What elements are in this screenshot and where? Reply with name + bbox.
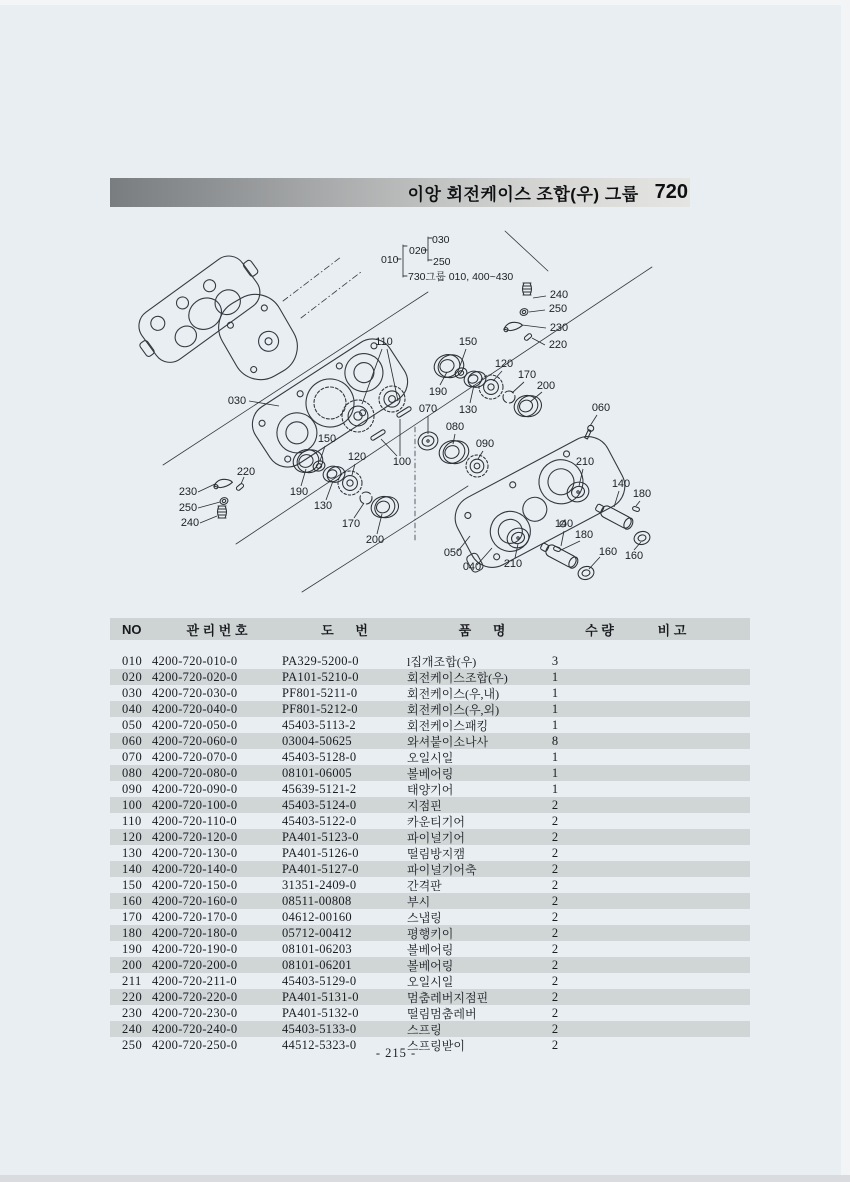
table-row: [110, 685, 750, 701]
cell-mgmt: 4200-720-220-0: [152, 990, 238, 1004]
cell-qty: 2: [551, 958, 559, 972]
table-row: [110, 701, 750, 717]
cell-dwg: 08101-06005: [282, 766, 352, 780]
part-lever: [503, 320, 523, 332]
callout-200: [530, 380, 555, 402]
callout-label: 180: [632, 488, 652, 500]
cell-dwg: PA401-5126-0: [282, 846, 359, 860]
cell-mgmt: 4200-720-040-0: [152, 702, 238, 716]
table-body: [110, 640, 750, 1053]
callout-label: 220: [548, 339, 568, 351]
diagram-annotation-text: 250: [433, 256, 451, 268]
part-pin: [632, 506, 640, 512]
exploded-parts-diagram: [0, 210, 850, 618]
diagram-annotation-text: 030: [432, 234, 450, 246]
cell-qty: 2: [551, 846, 559, 860]
diagram-annotation-text: 020: [409, 245, 427, 257]
cell-qty: 2: [551, 862, 559, 876]
cell-dwg: 45403-5122-0: [282, 814, 357, 828]
cell-mgmt: 4200-720-120-0: [152, 830, 238, 844]
cell-dwg: PA401-5132-0: [282, 1006, 359, 1020]
table-row: [110, 829, 750, 845]
callout-label: 120: [494, 358, 514, 370]
callout-label: 030: [227, 395, 247, 407]
cell-qty: 2: [551, 990, 559, 1004]
part-pin: [396, 406, 412, 418]
table-row: [110, 717, 750, 733]
cell-no: 230: [122, 1006, 143, 1020]
cell-name: l집개조합(우): [407, 655, 477, 669]
cell-name: 스프링: [407, 1023, 442, 1037]
cell-qty: 1: [551, 750, 559, 764]
callout-220: [237, 466, 255, 484]
cell-dwg: 04612-00160: [282, 910, 352, 924]
callout-label: 090: [475, 438, 495, 450]
part-ring: [503, 391, 515, 403]
cell-dwg: 45403-5129-0: [282, 974, 357, 988]
cell-mgmt: 4200-720-140-0: [152, 862, 238, 876]
cell-qty: 1: [551, 686, 559, 700]
table-row: [110, 781, 750, 797]
cell-qty: 2: [551, 1038, 559, 1052]
callout-230: [179, 484, 215, 498]
cell-mgmt: 4200-720-130-0: [152, 846, 238, 860]
callout-150: [318, 433, 336, 461]
callout-label: 120: [347, 451, 367, 463]
part-bearing: [431, 351, 467, 381]
callout-label: 250: [178, 502, 198, 514]
cell-no: 130: [122, 846, 143, 860]
cell-mgmt: 4200-720-010-0: [152, 654, 238, 668]
callout-label: 140: [611, 478, 631, 490]
cell-name: 회전케이스(우,외): [407, 703, 500, 717]
part-shaft: [539, 540, 580, 569]
callout-240: [533, 289, 568, 301]
cell-name: 떨림방지캠: [407, 847, 465, 861]
cell-name: 지점핀: [407, 799, 442, 813]
cell-mgmt: 4200-720-240-0: [152, 1022, 238, 1036]
part-gear: [342, 400, 374, 432]
table-header-row: [110, 618, 750, 640]
cell-qty: 2: [551, 878, 559, 892]
cell-name: 떨림멈춤레버: [407, 1007, 477, 1021]
callout-label: 190: [428, 386, 448, 398]
callout-210: [576, 456, 594, 486]
cell-name: 파이널기어: [407, 831, 465, 845]
cell-name: 태양기어: [407, 783, 454, 797]
cell-no: 090: [122, 782, 143, 796]
table-row: [110, 733, 750, 749]
cell-no: 240: [122, 1022, 143, 1036]
cell-dwg: PF801-5212-0: [282, 702, 358, 716]
column-header: 수 량: [585, 622, 614, 638]
rotary-case-030-outline: [244, 331, 415, 475]
cell-qty: 8: [551, 734, 559, 748]
table-row: [110, 957, 750, 973]
table-row: [110, 989, 750, 1005]
callout-100: [381, 419, 411, 468]
part-lever: [213, 477, 233, 489]
cell-no: 190: [122, 942, 143, 956]
column-header: 비 고: [657, 622, 687, 638]
callout-label: 220: [236, 466, 256, 478]
table-row: [110, 925, 750, 941]
table-row: [110, 973, 750, 989]
callout-180: [561, 529, 593, 550]
cell-no: 100: [122, 798, 143, 812]
cell-dwg: PF801-5211-0: [282, 686, 358, 700]
table-row: [110, 845, 750, 861]
cell-name: 간격판: [407, 879, 442, 893]
callout-180: [633, 488, 651, 506]
cell-dwg: 44512-5323-0: [282, 1038, 357, 1052]
cell-mgmt: 4200-720-060-0: [152, 734, 238, 748]
page-edge-top: [0, 0, 850, 5]
cell-name: 카운티기어: [407, 815, 465, 829]
callout-220: [532, 338, 567, 351]
part-gear: [479, 375, 503, 399]
cell-no: 211: [122, 974, 142, 988]
cell-no: 150: [122, 878, 143, 892]
cell-no: 050: [122, 718, 143, 732]
page-title: 이앙 회전케이스 조합(우) 그룹: [407, 185, 639, 204]
cell-mgmt: 4200-720-030-0: [152, 686, 238, 700]
part-washer: [219, 497, 229, 506]
part-gear: [466, 455, 488, 477]
cell-dwg: 08101-06201: [282, 958, 352, 972]
callout-070: [419, 403, 437, 434]
cell-qty: 2: [551, 830, 559, 844]
callout-label: 100: [392, 456, 412, 468]
cell-qty: 3: [551, 654, 559, 668]
cell-no: 040: [122, 702, 143, 716]
part-spring: [523, 283, 532, 295]
callout-label: 150: [458, 336, 478, 348]
cell-mgmt: 4200-720-211-0: [152, 974, 237, 988]
table-row: [110, 877, 750, 893]
callout-200: [366, 514, 384, 546]
table-row: [110, 653, 750, 669]
cell-dwg: 03004-50625: [282, 734, 352, 748]
cell-no: 170: [122, 910, 143, 924]
cell-qty: 2: [551, 974, 559, 988]
callout-label: 040: [462, 561, 482, 573]
callout-250: [529, 303, 567, 315]
diagram-annotation-text: 010: [381, 254, 399, 266]
callout-150: [459, 336, 477, 366]
cell-name: 스프링받이: [407, 1039, 465, 1053]
cell-dwg: 08101-06203: [282, 942, 352, 956]
cell-mgmt: 4200-720-150-0: [152, 878, 238, 892]
callout-label: 210: [503, 558, 523, 570]
cell-no: 200: [122, 958, 143, 972]
cell-name: 부시: [407, 895, 431, 909]
cell-mgmt: 4200-720-080-0: [152, 766, 238, 780]
callout-040: [463, 548, 492, 573]
table-row: [110, 813, 750, 829]
callout-label: 130: [313, 500, 333, 512]
section-header-bar: [110, 178, 690, 207]
part-gear: [338, 471, 362, 495]
cell-no: 250: [122, 1038, 143, 1052]
callout-label: 110: [375, 336, 393, 348]
cell-mgmt: 4200-720-170-0: [152, 910, 238, 924]
cell-mgmt: 4200-720-200-0: [152, 958, 238, 972]
parts-table: [110, 618, 750, 1053]
cell-qty: 1: [551, 702, 559, 716]
column-header: 품 명: [458, 622, 506, 638]
part-seal: [504, 525, 531, 551]
cell-name: 오일시일: [407, 975, 454, 989]
callout-160: [589, 546, 617, 569]
cell-no: 120: [122, 830, 143, 844]
cell-dwg: PA329-5200-0: [282, 654, 359, 668]
cell-no: 080: [122, 766, 143, 780]
cell-name: 멈춤레버지점핀: [407, 991, 489, 1005]
cell-name: 회전케이스패킹: [407, 719, 489, 733]
cell-qty: 1: [551, 782, 559, 796]
table-row: [110, 861, 750, 877]
cell-name: 볼베어링: [407, 767, 454, 781]
callout-170: [342, 503, 364, 530]
cell-qty: 2: [551, 1006, 559, 1020]
cell-mgmt: 4200-720-100-0: [152, 798, 238, 812]
cell-name: 회전케이스(우,내): [407, 687, 500, 701]
cell-dwg: 45403-5113-2: [282, 718, 356, 732]
part-pin: [236, 483, 245, 491]
cell-qty: 2: [551, 1022, 559, 1036]
cell-mgmt: 4200-720-090-0: [152, 782, 238, 796]
callout-label: 240: [180, 517, 200, 529]
callout-140: [555, 518, 573, 546]
column-header: NO: [122, 621, 142, 637]
callout-190: [429, 372, 447, 398]
cell-no: 180: [122, 926, 143, 940]
cell-dwg: 45403-5133-0: [282, 1022, 357, 1036]
table-row: [110, 749, 750, 765]
part-gear: [379, 386, 405, 412]
part-cap: [577, 565, 596, 582]
callout-170: [512, 369, 536, 393]
diagram-canvas: [0, 210, 850, 618]
cell-mgmt: 4200-720-020-0: [152, 670, 238, 684]
group-number: 720: [654, 181, 688, 203]
part-pin: [524, 333, 533, 341]
cell-qty: 2: [551, 926, 559, 940]
table-row: [110, 909, 750, 925]
cell-qty: 1: [551, 766, 559, 780]
cell-dwg: 05712-00412: [282, 926, 352, 940]
column-header: 관 리 번 호: [186, 622, 248, 638]
case-assembly-outline: [126, 245, 273, 374]
cell-no: 140: [122, 862, 143, 876]
table-row: [110, 893, 750, 909]
cell-no: 020: [122, 670, 143, 684]
callout-label: 140: [554, 518, 574, 530]
callout-label: 160: [624, 550, 644, 562]
cell-qty: 2: [551, 910, 559, 924]
table-row: [110, 1021, 750, 1037]
table-row: [110, 797, 750, 813]
callout-label: 210: [575, 456, 595, 468]
cell-qty: 2: [551, 798, 559, 812]
cell-qty: 2: [551, 814, 559, 828]
callout-label: 050: [443, 547, 463, 559]
table-row: [110, 1005, 750, 1021]
callout-090: [476, 438, 494, 459]
cell-dwg: PA401-5127-0: [282, 862, 359, 876]
cell-name: 볼베어링: [407, 959, 454, 973]
callout-label: 190: [289, 486, 309, 498]
column-header: 도 번: [321, 622, 368, 638]
callout-label: 230: [178, 486, 198, 498]
callout-label: 200: [536, 380, 556, 392]
table-row: [110, 669, 750, 685]
callout-label: 080: [445, 421, 465, 433]
part-ring: [360, 492, 372, 504]
cell-mgmt: 4200-720-160-0: [152, 894, 238, 908]
callout-190: [290, 469, 308, 498]
callout-label: 230: [549, 322, 569, 334]
cell-dwg: PA101-5210-0: [282, 670, 359, 684]
cell-mgmt: 4200-720-230-0: [152, 1006, 238, 1020]
cell-no: 160: [122, 894, 143, 908]
cell-qty: 1: [551, 718, 559, 732]
cell-dwg: 45403-5124-0: [282, 798, 357, 812]
cell-dwg: 45639-5121-2: [282, 782, 357, 796]
cell-mgmt: 4200-720-250-0: [152, 1038, 238, 1052]
cell-no: 060: [122, 734, 143, 748]
table-row: [110, 765, 750, 781]
cell-mgmt: 4200-720-190-0: [152, 942, 238, 956]
cell-dwg: 31351-2409-0: [282, 878, 357, 892]
page-edge-bottom: [0, 1175, 850, 1182]
callout-label: 070: [418, 403, 438, 415]
cell-dwg: 08511-00808: [282, 894, 352, 908]
cell-mgmt: 4200-720-050-0: [152, 718, 238, 732]
cell-mgmt: 4200-720-070-0: [152, 750, 238, 764]
part-cap: [633, 530, 652, 547]
annotation-layer: [381, 234, 513, 283]
cell-qty: 2: [551, 942, 559, 956]
callout-230: [522, 322, 568, 334]
cell-name: 스냅링: [407, 911, 442, 925]
cell-no: 010: [122, 654, 143, 668]
callout-label: 060: [591, 402, 611, 414]
cell-no: 030: [122, 686, 143, 700]
page-number: - 215 -: [375, 1046, 417, 1060]
callout-label: 180: [574, 529, 594, 541]
callout-140: [612, 478, 630, 507]
cell-dwg: PA401-5123-0: [282, 830, 359, 844]
cell-no: 110: [122, 814, 142, 828]
callout-120: [493, 358, 513, 381]
callout-label: 250: [548, 303, 568, 315]
cell-qty: 1: [551, 670, 559, 684]
diagram-annotation-text: 730그룹 010, 400~430: [408, 271, 514, 283]
part-washer: [519, 308, 529, 317]
part-spring: [218, 506, 227, 518]
cell-dwg: PA401-5131-0: [282, 990, 359, 1004]
callout-240: [181, 516, 217, 529]
callout-label: 200: [365, 534, 385, 546]
cell-dwg: 45403-5128-0: [282, 750, 357, 764]
callout-label: 170: [341, 518, 361, 530]
part-bearing: [511, 392, 544, 420]
callout-060: [590, 402, 610, 426]
cell-name: 평행키이: [407, 927, 454, 941]
cell-name: 회전케이스조합(우): [407, 671, 508, 685]
cell-mgmt: 4200-720-110-0: [152, 814, 237, 828]
callout-250: [179, 502, 220, 514]
callout-label: 240: [549, 289, 569, 301]
cell-mgmt: 4200-720-180-0: [152, 926, 238, 940]
callout-label: 150: [317, 433, 337, 445]
part-bearing: [368, 493, 401, 521]
callout-label: 160: [598, 546, 618, 558]
callout-label: 130: [458, 404, 478, 416]
callout-label: 170: [517, 369, 537, 381]
cell-no: 220: [122, 990, 143, 1004]
cell-name: 볼베어링: [407, 943, 454, 957]
cell-name: 오일시일: [407, 751, 454, 765]
cell-name: 와셔붙이소나사: [407, 735, 489, 749]
cell-qty: 2: [551, 894, 559, 908]
cell-name: 파이널기어축: [407, 863, 477, 877]
table-row: [110, 941, 750, 957]
callout-050: [444, 536, 470, 559]
part-pin: [370, 429, 386, 441]
cell-no: 070: [122, 750, 143, 764]
